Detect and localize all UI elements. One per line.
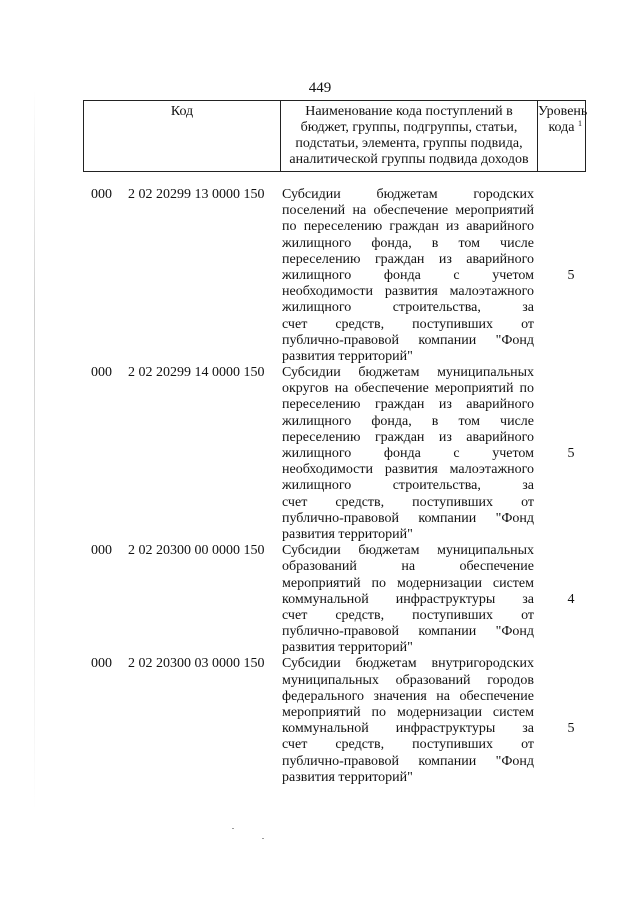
row-name-line: образований на обеспечение (282, 559, 534, 575)
row-name-line: Субсидии бюджетам внутригородских (282, 656, 534, 672)
table-body (0, 187, 640, 786)
table-header (83, 100, 586, 172)
row-name-line: счет средств, поступивших от (282, 494, 534, 510)
row-budget-code: 2 02 20299 13 0000 150 (128, 187, 265, 202)
header-level-column (538, 101, 588, 171)
row-name-line: округов на обеспечение мероприятий по (282, 381, 534, 397)
row-admin-code: 000 (91, 365, 112, 381)
row-name-line: жилищного фонда, в том числе (282, 413, 534, 429)
row-name-line: необходимости развития малоэтажного (282, 462, 534, 478)
row-name-line: публично-правовой компании "Фонд (282, 624, 534, 640)
header-name-line: Наименование кода поступлений в (305, 104, 513, 119)
row-name-line: счет средств, поступивших от (282, 607, 534, 623)
scan-speck (262, 838, 264, 839)
header-level-sublabel: кода $^1$ (548, 119, 582, 135)
row-name (282, 187, 534, 365)
row-name-line: счет средств, поступивших от (282, 737, 534, 753)
row-name-line: федерального значения на обеспечение (282, 688, 534, 704)
row-name-line: мероприятий по модернизации систем (282, 575, 534, 591)
header-name-line: бюджет, группы, подгруппы, статьи, (300, 120, 518, 135)
row-level: 5 (567, 446, 575, 462)
header-name-line: аналитической группы подвида доходов (289, 152, 529, 167)
row-name-line: Субсидии бюджетам городских (282, 187, 534, 202)
row-name-line: жилищного строительства, за (282, 300, 534, 316)
header-name-line: подстатьи, элемента, группы подвида, (295, 136, 523, 151)
row-name-line: публично-правовой компании "Фонд (282, 753, 534, 769)
row-admin-code: 000 (91, 187, 112, 202)
row-budget-code: 2 02 20300 00 0000 150 (128, 543, 265, 559)
scan-speck (232, 828, 234, 829)
page-number: 449 (308, 80, 332, 96)
row-name-line: счет средств, поступивших от (282, 316, 534, 332)
table-row (0, 656, 640, 786)
row-budget-code: 2 02 20300 03 0000 150 (128, 656, 265, 672)
row-name-line: переселению граждан из аварийного (282, 397, 534, 413)
row-name-line: жилищного строительства, за (282, 478, 534, 494)
row-name-line: жилищного фонда, в том числе (282, 235, 534, 251)
row-name-line: жилищного фонда с учетом (282, 446, 534, 461)
row-name-line: развития территорий" (282, 526, 413, 542)
header-code-column: Код (84, 101, 281, 171)
row-name-line: по переселению граждан из аварийного (282, 219, 534, 235)
row-level: 5 (567, 721, 575, 737)
row-name-line: поселений на обеспечение мероприятий (282, 203, 534, 219)
header-name-column (281, 101, 538, 171)
row-name (282, 365, 534, 543)
row-level: 5 (567, 268, 575, 283)
row-budget-code: 2 02 20299 14 0000 150 (128, 365, 265, 381)
row-name-line: развития территорий" (282, 348, 413, 364)
row-name-line: жилищного фонда с учетом (282, 267, 534, 283)
row-name-line: коммунальной инфраструктуры за (282, 591, 534, 607)
row-name (282, 656, 534, 786)
table-row (0, 365, 640, 543)
row-admin-code: 000 (91, 656, 112, 672)
header-level-label: Уровень (538, 104, 588, 119)
row-name-line: мероприятий по модернизации систем (282, 705, 534, 720)
footnote-marker: 1 (578, 119, 582, 128)
row-admin-code: 000 (91, 543, 112, 559)
row-name-line: коммунальной инфраструктуры за (282, 721, 534, 737)
row-name-line: Субсидии бюджетам муниципальных (282, 365, 534, 381)
row-name-line: необходимости развития малоэтажного (282, 284, 534, 300)
row-name-line: развития территорий" (282, 769, 413, 785)
row-level: 4 (567, 591, 575, 607)
row-name-line: публично-правовой компании "Фонд (282, 510, 534, 526)
row-name-line: Субсидии бюджетам муниципальных (282, 543, 534, 559)
row-name-line: публично-правовой компании "Фонд (282, 332, 534, 348)
row-name-line: развития территорий" (282, 640, 413, 656)
row-name-line: муниципальных образований городов (282, 672, 534, 688)
row-name-line: переселению граждан из аварийного (282, 251, 534, 267)
row-name (282, 543, 534, 656)
table-row (0, 543, 640, 656)
row-name-line: переселению граждан из аварийного (282, 429, 534, 445)
table-row (0, 187, 640, 365)
